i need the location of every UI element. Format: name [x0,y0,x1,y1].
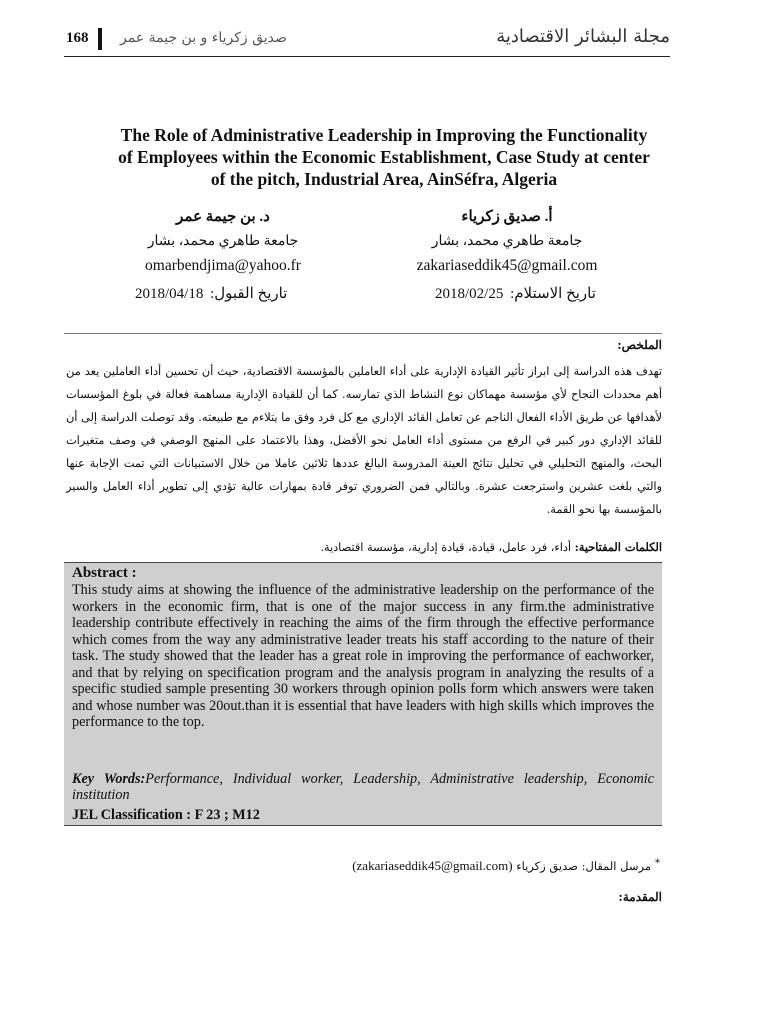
author-email[interactable]: zakariaseddik45@gmail.com [416,257,598,274]
title-line: The Role of Administrative Leadership in Improving the Functionality [120,125,648,145]
page-number: 168 [66,30,89,46]
author-name: أ. صديق زكرياء [461,209,553,225]
keywords-line [72,771,654,803]
arabic-abstract-text: تهدف هذه الدراسة إلى ابراز تأثير القيادة الإدارية على أداء العاملين بالمؤسسة الاقتصادية، حيث أن تحسين أداء العاملين يعد من أهم محددات النجاح لأي مؤسسة مهماكان نوع النشاط الذي تمارسه. كما أن للقيادة الإدارية مساهمة فعالة في بلوغ المؤسسات لأهدافها عن طريق الأداء الفعال الناجم عن تعامل القائد الإداري مع كل فرد وفق ما يتلاءم مع طبيعته. وقد توصلت الدراسة إلى أن للقائد الإداري دور كبير في الرفع من مستوى أداء العامل نحو الأفضل، وهذا بالاعتماد على المنهج الوصفي في وصف متغيرات البحث، والمنهج التحليلي في تحليل نتائج العينة المدروسة البالغ عددها ثلاثين عاملا من خلال الاستبيانات التي تمت الإجابة عنها والتي بلغت عشرين واسترجعت عشرة. وبالتالي فمن الضروري توفر قادة بمهارات عالية تؤدي إلى تطوير أداء العامل والسير بالمؤسسة بها نحو القمة. [66,365,662,516]
keywords-text: Performance, Individual worker, Leadership, Administrative leadership, Economic institution [72,771,654,803]
title-line: of Employees within the Economic Establishment, Case Study at center [118,147,650,167]
abstract-heading: Abstract : [72,565,137,581]
abstract-text: This study aims at showing the influence of the administrative leadership on the performance of the workers in the economic firm, that is one of the major success in any firm.the administrative leadership contribute effectively in reaching the aims of the firm through the effective performance which comes from the way any administrative leader treats his staff according to the nature of their task. The study showed that the leader has a great role in improving the performance of eachworker, and that by relying on specification program and the analysis program in analyzing the results of a specific studied sample presenting 30 workers through opinion polls form which answers were taken and whose number was 20out.than it is essential that have leaders with high skills which improves the performance to the top. [72,582,654,730]
arabic-keywords-label: الكلمات المفتاحية: [574,540,662,554]
keywords-label: Key Words: [72,771,146,787]
accepted-date-value: 2018/04/18 [135,286,204,302]
arabic-abstract [66,360,662,521]
section-rule [64,333,662,334]
accepted-date [132,284,287,303]
author-name: د. بن جيمة عمر [176,209,270,225]
arabic-keywords [320,540,662,554]
title-line: of the pitch, Industrial Area, AinSéfra, Algeria [210,169,558,189]
footnote-email[interactable]: (zakariaseddik45@gmail.com) [352,858,513,873]
received-date-value: 2018/02/25 [435,286,504,302]
footnote-label: مرسل المقال: صديق زكرياء [516,859,651,873]
author-1 [392,207,622,276]
header-authors: صديق زكرياء و بن جيمة عمر [120,30,287,46]
jel-classification: JEL Classification : F 23 ; M12 [72,807,260,823]
accepted-date-label: تاريخ القبول: [210,286,288,302]
author-affiliation: جامعة طاهري محمد، بشار [431,234,583,249]
author-affiliation: جامعة طاهري محمد، بشار [147,234,299,249]
footnote [352,858,660,874]
author-2 [108,207,338,276]
header-rule [64,56,670,57]
arabic-keywords-text: أداء، فرد عامل، قيادة، قيادة إدارية، مؤسسة اقتصادية. [320,541,571,554]
arabic-abstract-heading: الملخص: [617,338,662,352]
running-header [64,26,670,54]
received-date-label: تاريخ الاستلام: [510,286,596,302]
english-abstract-box [64,562,662,826]
header-divider-bar [98,28,102,50]
author-email[interactable]: omarbendjima@yahoo.fr [145,257,301,274]
journal-name: مجلة البشائر الاقتصادية [496,26,670,47]
received-date [432,284,596,303]
introduction-heading: المقدمة: [618,890,662,904]
footnote-marker: * [655,858,660,869]
paper-title [60,124,708,190]
